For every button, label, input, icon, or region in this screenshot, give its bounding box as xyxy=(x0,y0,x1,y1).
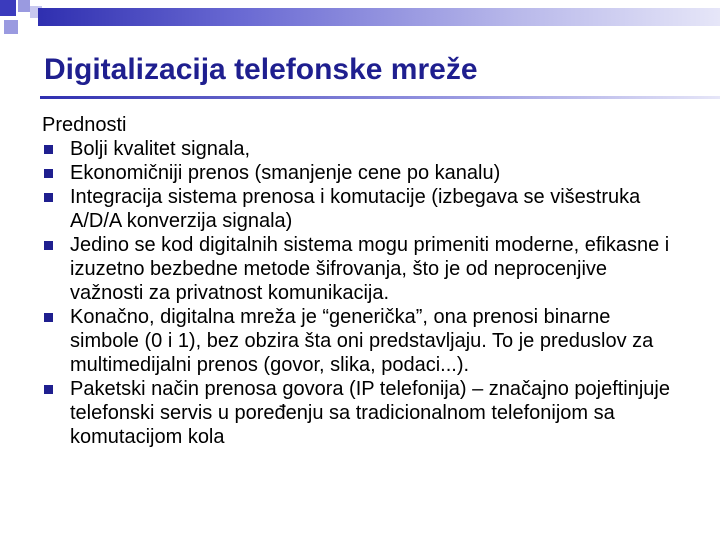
slide-title: Digitalizacija telefonske mreže xyxy=(44,53,478,86)
list-item xyxy=(42,161,682,185)
list-item xyxy=(42,185,682,233)
square-bullet-icon xyxy=(44,385,53,394)
decorative-square xyxy=(4,20,18,34)
list-item-text: Jedino se kod digitalnih sistema mogu primeniti moderne, efikasne i izuzetno bezbedne metode šifrovanja, što je od neprocenjive važnosti za privatnost komunikacija. xyxy=(70,234,670,304)
list-item-text: Bolji kvalitet signala, xyxy=(70,138,251,160)
square-bullet-icon xyxy=(44,313,53,322)
decorative-square xyxy=(0,0,16,16)
title-underline xyxy=(40,96,720,99)
square-bullet-icon xyxy=(44,145,53,154)
list-item xyxy=(42,305,682,377)
list-item-text: Konačno, digitalna mreža je “generička”, ona prenosi binarne simbole (0 i 1), bez obzira šta oni predstavljaju. To je preduslov za multimedijalni prenos (govor, slika, podaci...). xyxy=(70,306,654,376)
square-bullet-icon xyxy=(44,169,53,178)
slide-body xyxy=(42,113,682,449)
list-item-text: Integracija sistema prenosa i komutacije (izbegava se višestruka A/D/A konverzija signala) xyxy=(70,186,641,232)
bullet-list xyxy=(42,137,682,449)
square-bullet-icon xyxy=(44,241,53,250)
square-bullet-icon xyxy=(44,193,53,202)
header-gradient-bar xyxy=(38,8,720,26)
list-item xyxy=(42,137,682,161)
list-item xyxy=(42,377,682,449)
list-item-text: Paketski način prenosa govora (IP telefonija) – značajno pojeftinjuje telefonski servis u poređenju sa tradicionalnom telefonijom sa komutacijom kola xyxy=(70,378,670,448)
list-item-text: Ekonomičniji prenos (smanjenje cene po kanalu) xyxy=(70,162,501,184)
intro-text: Prednosti xyxy=(42,114,127,136)
list-item xyxy=(42,233,682,305)
decorative-square xyxy=(18,0,30,12)
